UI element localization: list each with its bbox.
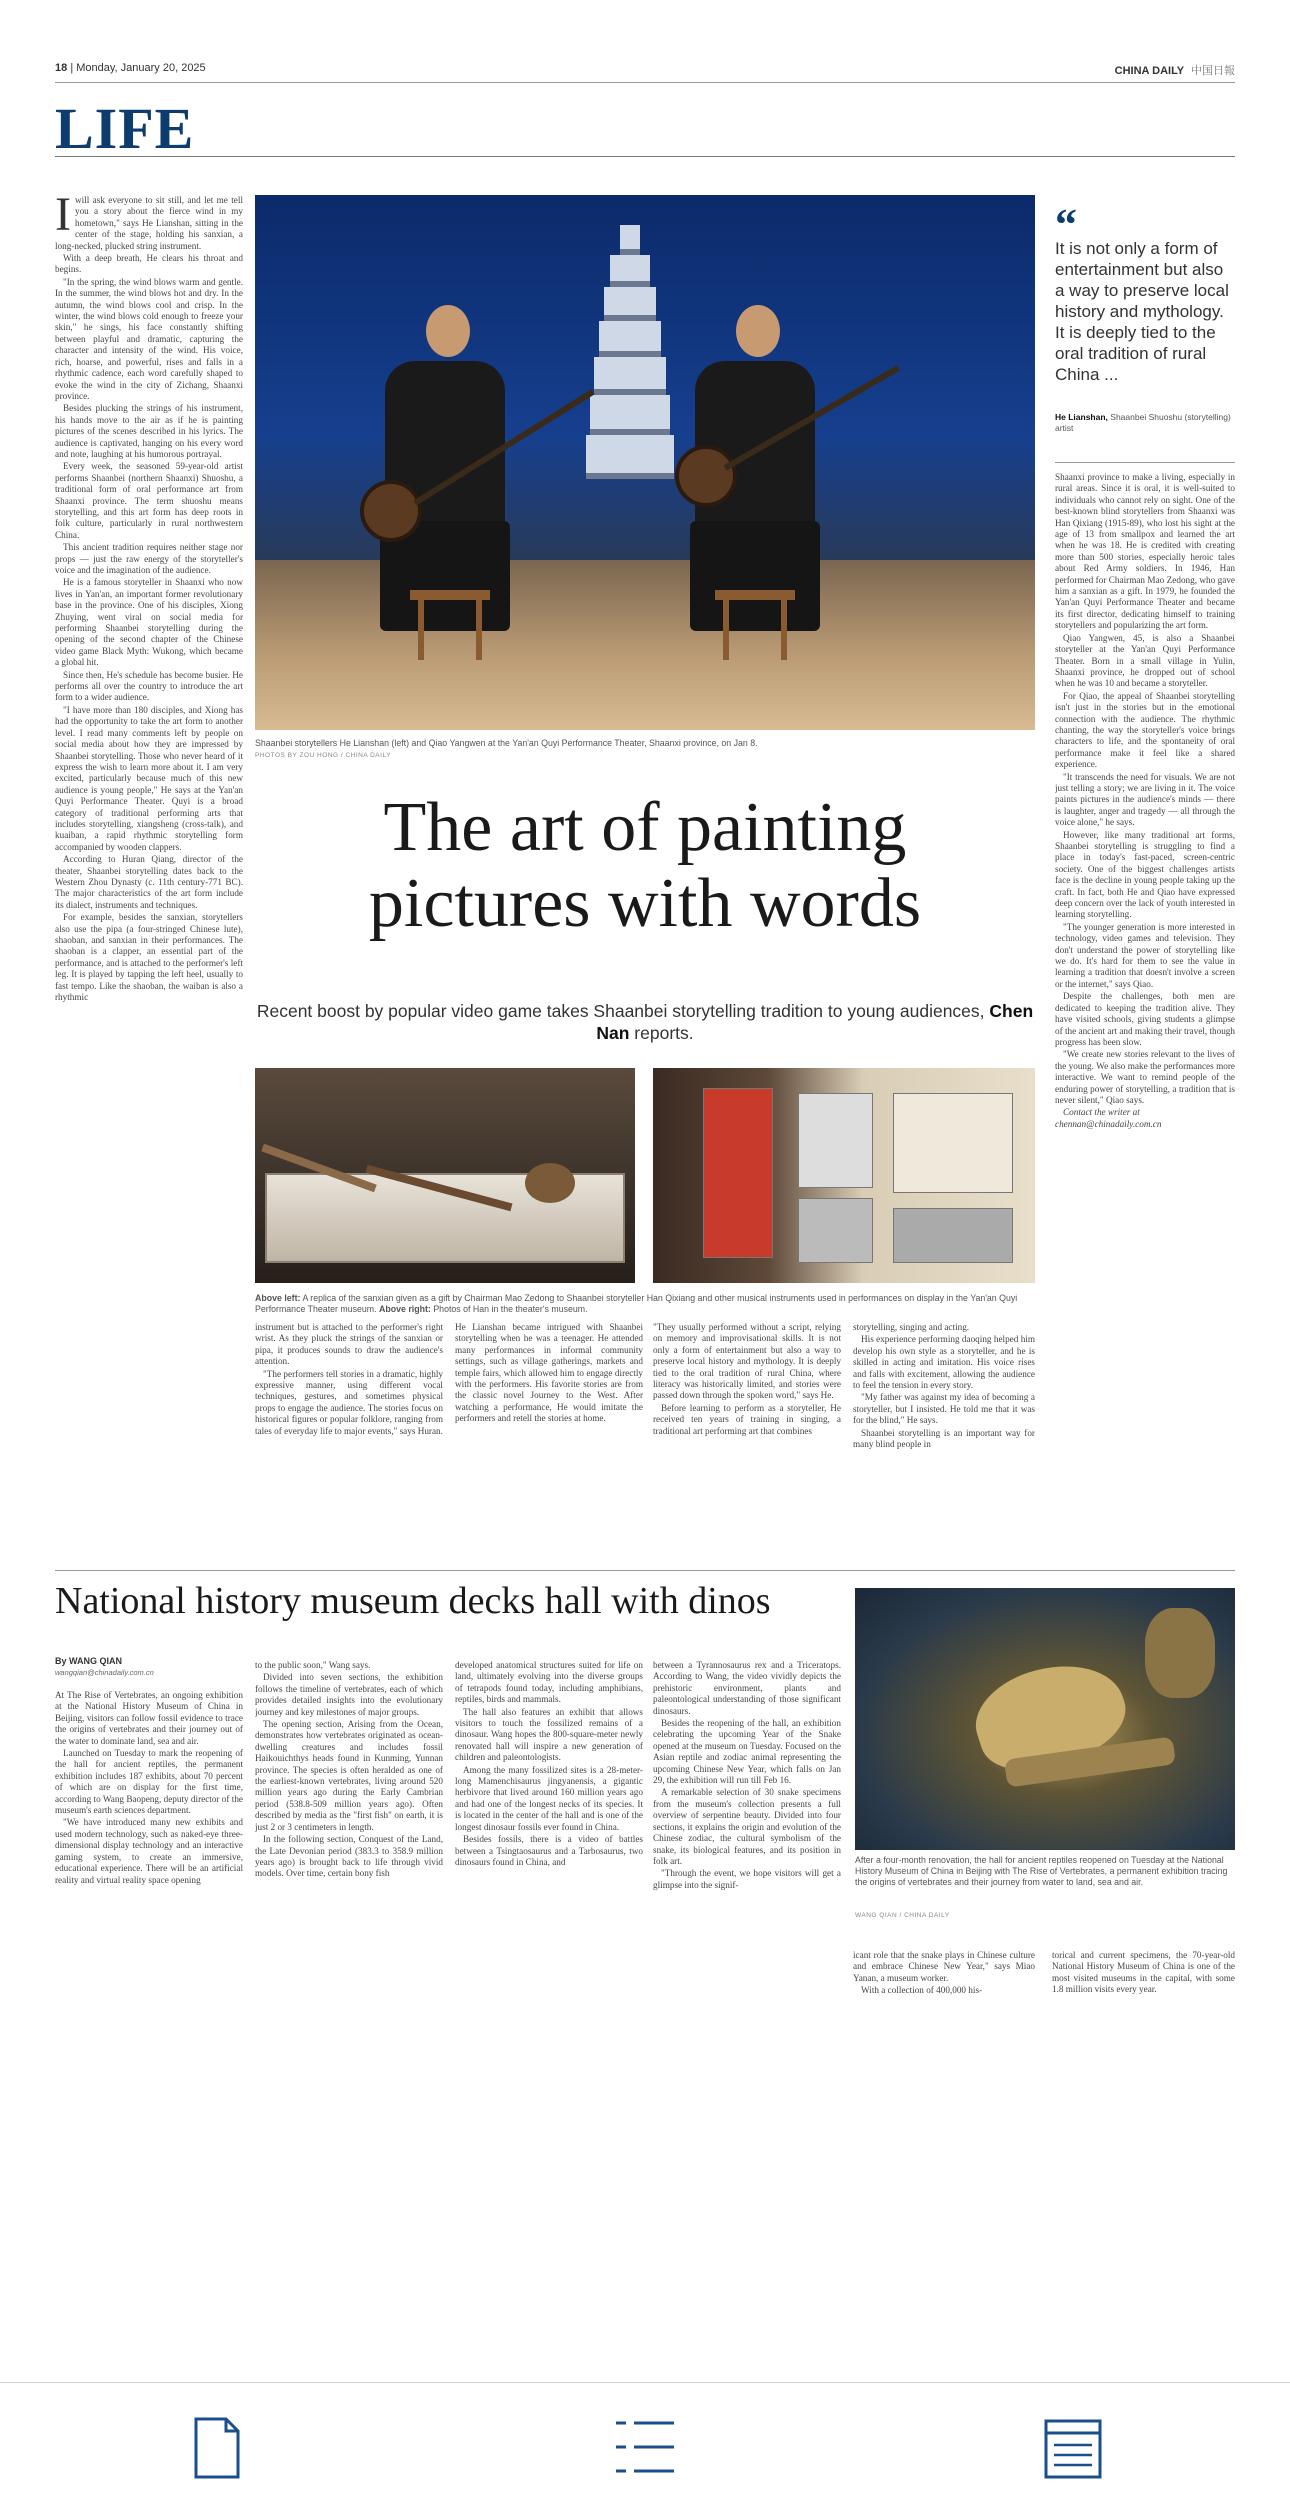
paragraph: Besides the reopening of the hall, an exhibition celebrating the upcoming Year of the Snake opened at the museum on Tuesday. Focused on the Asian reptile and zodiac animal representing the upcoming Chinese New Year, which falls on Jan 29, the exhibition will run till Feb 16. bbox=[653, 1718, 841, 1786]
pull-quote-attribution bbox=[1055, 412, 1235, 434]
section-rule bbox=[55, 156, 1235, 157]
paragraph: Divided into seven sections, the exhibition follows the timeline of vertebrates, each of which provides detailed insights into the evolutionary journey and key milestones of major groups. bbox=[255, 1672, 443, 1717]
contact-email[interactable]: chennan@chinadaily.com.cn bbox=[1055, 1118, 1162, 1129]
newspaper-icon bbox=[1038, 2413, 1108, 2483]
deck-tail: reports. bbox=[634, 1023, 694, 1043]
page-icon bbox=[182, 2413, 252, 2483]
museum-portrait bbox=[798, 1093, 873, 1188]
paragraph: "It transcends the need for visuals. We are not just telling a story; we are living in it. The voice paints pictures in the audience's minds — there is laughter, anger and tragedy — all through the voice alone," he says. bbox=[1055, 771, 1235, 828]
paragraph: In the following section, Conquest of the Land, the Late Devonian period (383.3 to 358.9 million years ago) is brought back to life through vivid models. Over time, certain bony fish bbox=[255, 1834, 443, 1879]
story2-column-2 bbox=[255, 1660, 443, 2020]
pagoda-backdrop bbox=[585, 225, 675, 545]
photo-instruments-display bbox=[255, 1068, 635, 1283]
story2-column-6 bbox=[1052, 1950, 1235, 2025]
story2-headline: National history museum decks hall with dinos bbox=[55, 1580, 771, 1622]
story1-column-1 bbox=[55, 195, 243, 1555]
paragraph: He Lianshan became intrigued with Shaanbei storytelling when he was a teenager. He attended many performances in informal community settings, such as village gatherings, markets and temple fairs, which allowed him to engage directly with the performers. His favorite stories are from the classic novel Journey to the West. After watching a performance, He would imitate the performers and retell the stories at home. bbox=[455, 1322, 643, 1424]
dinosaur-photo bbox=[855, 1588, 1235, 1850]
paragraph: For Qiao, the appeal of Shaanbei storytelling isn't just in the stories but in the emotional connection with the audience. The rhythmic chanting, the way the storyteller's voice brings characters to life, and the spontaneity of oral performance make it feel like a shared experience. bbox=[1055, 690, 1235, 770]
bottom-toolbar bbox=[0, 2382, 1290, 2503]
story2-column-1 bbox=[55, 1690, 243, 2020]
story1-column-3 bbox=[455, 1322, 643, 1557]
stage-floor bbox=[255, 560, 1035, 730]
paragraph: "My father was against my idea of becoming a storyteller, but I insisted. He told me that it was for the blind," He says. bbox=[853, 1392, 1035, 1426]
paragraph: "The younger generation is more interested in technology, video games and television. They don't understand the power of storytelling like we do. It's hard for them to see the value in learning a tradition that doesn't involve a screen or the internet," says Qiao. bbox=[1055, 921, 1235, 989]
sanxian-right bbox=[675, 445, 737, 507]
contact-label: Contact the writer at bbox=[1063, 1107, 1140, 1118]
story1-deck bbox=[255, 1000, 1035, 1044]
museum-text-panel bbox=[893, 1093, 1013, 1193]
paragraph: to the public soon," Wang says. bbox=[255, 1660, 371, 1670]
main-photo-storytellers bbox=[255, 195, 1035, 730]
paragraph: With a collection of 400,000 his- bbox=[861, 1985, 983, 1996]
paragraph: icant role that the snake plays in Chinese culture and embrace Chinese New Year," says Miao Yanan, a museum worker. bbox=[853, 1950, 1035, 1983]
museum-photo bbox=[798, 1198, 873, 1263]
paragraph: instrument but is attached to the performer's right wrist. As they pluck the strings of the sanxian or pipa, it produces sounds to draw the audience's attention. bbox=[255, 1322, 443, 1367]
deck-author: Chen Nan bbox=[596, 1001, 1034, 1043]
story2-column-5 bbox=[853, 1950, 1035, 2025]
paragraph: "We have introduced many new exhibits and used modern technology, such as naked-eye three-dimensional display technology and an interactive gaming system, to create an immersive, educational experience. There will be an artificial reality and virtual reality space opening bbox=[55, 1817, 243, 1885]
paragraph: This ancient tradition requires neither stage nor props — just the raw energy of the storyteller's voice and the imagination of the audience. bbox=[55, 542, 243, 575]
main-photo-credit: PHOTOS BY ZOU HONG / CHINA DAILY bbox=[255, 752, 391, 759]
issue-date: Monday, January 20, 2025 bbox=[76, 62, 206, 74]
paragraph: The opening section, Arising from the Ocean, demonstrates how vertebrates originated as ocean-dwelling creatures and includes fossil Haikouichthys heads found in Kunming, Yunnan province. The species is often heralded as one of the earliest-known vertebrates, living around 520 million years ago during the Early Cambrian period (538.8-509 million years ago). Often described by media as the "first fish" on earth, it is just 2 or 3 centimeters in length. bbox=[255, 1719, 443, 1832]
paragraph: torical and current specimens, the 70-year-old National History Museum of China is one of the most visited museums in the capital, with some 1.8 million visits every year. bbox=[1052, 1950, 1235, 1995]
newspaper-button[interactable] bbox=[1038, 2413, 1108, 2483]
stool-left bbox=[410, 590, 490, 660]
small-photos-caption bbox=[255, 1293, 1035, 1315]
pull-quote-rule bbox=[1055, 462, 1235, 463]
story2-column-4 bbox=[653, 1660, 841, 2020]
story1-column-4 bbox=[653, 1322, 841, 1557]
paragraph: Besides fossils, there is a video of battles between a Tsingtaosaurus and a Tarbosaurus, two dinosaurs found in China, and bbox=[455, 1834, 643, 1867]
pull-quote-name: He Lianshan, bbox=[1055, 412, 1108, 422]
story2-column-3 bbox=[455, 1660, 643, 2020]
storyteller-left bbox=[385, 305, 510, 631]
caption-left: A replica of the sanxian given as a gift by Chairman Mao Zedong to Shaanbei storyteller Han Qixiang and other musical instruments used in performances on display in the Yan'an Quyi Performance Theater museum. bbox=[255, 1293, 1018, 1314]
paragraph: storytelling, singing and acting. bbox=[853, 1322, 970, 1332]
table-of-contents-button[interactable] bbox=[610, 2413, 680, 2483]
section-title: LIFE bbox=[55, 96, 195, 161]
pull-quote-role: Shaanbei Shuoshu (storytelling) artist bbox=[1055, 412, 1231, 433]
headline-line-1: The art of painting bbox=[383, 789, 907, 866]
page-number: 18 bbox=[55, 62, 68, 74]
page-view-button[interactable] bbox=[182, 2413, 252, 2483]
dinosaur-photo-caption: After a four-month renovation, the hall for ancient reptiles reopened on Tuesday at the National History Museum of China in Beijing with The Rise of Vertebrates, a permanent exhibition tracing the origins of vertebrates and their journey from water to land, sea and air. bbox=[855, 1855, 1228, 1887]
drop-cap: I bbox=[55, 195, 71, 241]
story2-byline: By WANG QIAN bbox=[55, 1656, 123, 1666]
paragraph: Every week, the seasoned 59-year-old artist performs Shaanbei (northern Shaanxi) Shuoshu, a traditional form of oral performance art from Shaanxi province. The term shuoshu means storytelling, and this art form has deep roots in folk culture, particularly in rural northwestern China. bbox=[55, 461, 243, 540]
paragraph: Before learning to perform as a storyteller, He received ten years of training in singing, a traditional art performing art that combines bbox=[653, 1402, 841, 1436]
list-icon bbox=[610, 2413, 680, 2483]
main-photo-caption: Shaanbei storytellers He Lianshan (left) and Qiao Yangwen at the Yan'an Quyi Performance Theater, Shaanxi province, on Jan 8. bbox=[255, 738, 758, 748]
paragraph: "In the spring, the wind blows warm and gentle. In the summer, the wind blows hot and dry. In the autumn, the wind blows cool and crisp. In the winter, the wind blows cold enough to freeze your skin," he sings, his face constantly shifting between playful and dramatic, capturing the character and intensity of the wind. His voice, rich, hoarse, and powerful, rises and falls in a rhythmic cadence, each word carefully shaped to evoke the wind in the city of Zichang, Shaanxi province. bbox=[55, 276, 243, 401]
caption-right: Photos of Han in the theater's museum. bbox=[433, 1304, 588, 1314]
paragraph: According to Huran Qiang, director of the theater, Shaanbei storytelling dates back to the Western Zhou Dynasty (c. 11th century-771 BC). The major characteristics of the art form include its dialect, instruments and techniques. bbox=[55, 854, 243, 910]
paragraph: He is a famous storyteller in Shaanxi who now lives in Yan'an, an important former revolutionary base in the province. One of his disciples, Xiong Zhuying, went viral on social media for performing Shaanbei storytelling during the opening of the second chapter of the Chinese video game Black Myth: Wukong, which became a global hit. bbox=[55, 577, 243, 668]
paragraph: will ask everyone to sit still, and let me tell you a story about the fierce wind in my hometown," says He Lianshan, sitting in the center of the stage, holding his sanxian, a long-necked, plucked string instrument. bbox=[55, 195, 243, 251]
paragraph: However, like many traditional art forms, Shaanbei storytelling is struggling to find a place in today's fast-paced, screen-centric society. One of the biggest challenges artists face is the decline in young people taking up the craft. In fact, both He and Qiao have expressed deep concern over the lack of youth interested in learning storytelling. bbox=[1055, 829, 1235, 920]
paragraph: His experience performing daoqing helped him develop his own style as a storyteller, and he is skilled in acting and imitation. His voice rises and falls with excitement, allowing the audience to feel the tension in every story. bbox=[853, 1334, 1035, 1391]
paragraph: With a deep breath, He clears his throat and begins. bbox=[55, 253, 243, 275]
paragraph: developed anatomical structures suited for life on land, ultimately evolving into the diverse groups of tetrapods found today, including amphibians, reptiles, birds and mammals. bbox=[455, 1660, 643, 1705]
caption-right-label: Above right: bbox=[379, 1304, 431, 1314]
photo-han-museum bbox=[653, 1068, 1035, 1283]
museum-photo-row bbox=[893, 1208, 1013, 1263]
paragraph: "The performers tell stories in a dramatic, highly expressive manner, using different vocal techniques, gestures, and sometimes physical props to engage the audience. The stories focus on historical figures or popular folklore, ranging from tales of everyday life to major events," says Huran. bbox=[255, 1368, 443, 1436]
story1-sidebar-column bbox=[1055, 472, 1235, 1557]
paragraph: between a Tyrannosaurus rex and a Triceratops. According to Wang, the video vividly depicts the prehistoric environment, plants and paleontological understanding of those significant dinosaurs. bbox=[653, 1660, 841, 1716]
contact-line bbox=[1055, 1107, 1235, 1130]
paragraph: Despite the challenges, both men are dedicated to keeping the tradition alive. They have visited schools, giving students a glimpse of the ancient art and making their travel, though progress has been slow. bbox=[1055, 991, 1235, 1047]
paragraph: At The Rise of Vertebrates, an ongoing exhibition at the National History Museum of China in Beijing, visitors can follow fossil evidence to trace the origins of vertebrates and their journey out of the water to dominate land, sea and air. bbox=[55, 1690, 243, 1746]
page-folio: 18 | Monday, January 20, 2025 bbox=[55, 62, 206, 74]
story1-column-2 bbox=[255, 1322, 443, 1557]
paragraph: Besides plucking the strings of his instrument, his hands move to the air as if he is painting pictures of the scenes described in his lyrics. The audience is captivated, hanging on his every word and note, laughing at his humorous portrayal. bbox=[55, 403, 243, 459]
brand-label bbox=[1115, 62, 1235, 78]
quote-mark-icon: “ bbox=[1055, 200, 1077, 249]
paragraph: Shaanxi province to make a living, especially in rural areas. Since it is oral, it is well-suited to individuals who cannot rely on sight. One of the best-known blind storytellers from Shaanxi was Han Qixiang (1915-89), who lost his sight at the age of 13 from smallpox and learned the art when he was 18. He is credited with creating more than 500 stories, especially heroic tales about Red Army soldiers. In 1946, Han performed for Chairman Mao Zedong, who gave him a sanxian as a gift. In 1979, he founded the Yan'an Quyi Performance Theater and became its first director, dedicating himself to training storytellers and popularizing the art form. bbox=[1055, 472, 1235, 631]
story1-headline bbox=[255, 790, 1035, 942]
stool-right bbox=[715, 590, 795, 660]
story-divider bbox=[55, 1570, 1235, 1571]
paragraph: Qiao Yangwen, 45, is also a Shaanbei storyteller at the Yan'an Quyi Performance Theater. Born in a small village in Yulin, Shaanxi province, he dropped out of school when he was 10 and became a storyteller. bbox=[1055, 632, 1235, 689]
paragraph: A remarkable selection of 30 snake specimens from the museum's collection presents a full overview of serpentine beauty. Divided into four sections, it explains the origin and evolution of the Chinese zodiac, the cultural symbolism of the snake, its biological features, and its position in folk art. bbox=[653, 1787, 841, 1866]
dinosaur-photo-credit: WANG QIAN / CHINA DAILY bbox=[855, 1912, 950, 1919]
brand-name: CHINA DAILY bbox=[1114, 65, 1184, 77]
sanxian-left bbox=[360, 480, 422, 542]
header-rule bbox=[55, 82, 1235, 83]
brand-name-cn: 中国日報 bbox=[1191, 65, 1235, 77]
caption-left-label: Above left: bbox=[255, 1293, 301, 1303]
paragraph: "Through the event, we hope visitors will get a glimpse into the signif- bbox=[653, 1868, 841, 1890]
paragraph: "I have more than 180 disciples, and Xiong has had the opportunity to take the art form to another level. I read many comments left by people on social media about how they are impressed by Shaanbei storytelling. Those who never heard of it express the wish to learn more about it. I am very excited, particularly because much of this new audience is young people," He says at the Yan'an Quyi Performance Theater. Quyi is a broad category of traditional performing arts that includes storytelling, xiangsheng (cross-talk), and kuaiban, a rapid rhythmic storytelling form accompanied by wooden clappers. bbox=[55, 704, 243, 852]
paragraph: "We create new stories relevant to the lives of the young. We also make the performances more interactive. We want to remind people of the enduring power of storytelling, a tradition that is never silent," Qiao says. bbox=[1055, 1049, 1235, 1105]
pull-quote: It is not only a form of entertainment but also a way to preserve local history and mythology. It is deeply tied to the oral tradition of rural China ... bbox=[1055, 239, 1229, 384]
story1-column-5 bbox=[853, 1322, 1035, 1557]
museum-poster bbox=[703, 1088, 773, 1258]
paragraph: For example, besides the sanxian, storytellers also use the pipa (a four-stringed Chinese lute), shaoban, and sanxian in their performances. The shaoban is a clapper, an essential part of the performance, and is attached to the performer's left leg. It is played by tapping the left heel, usually to fast tempo. Like the shaoban, the waiban is also a rhythmic bbox=[55, 912, 243, 1003]
deck-text: Recent boost by popular video game takes Shaanbei storytelling tradition to young audiences, bbox=[256, 1001, 985, 1021]
story2-email[interactable]: wangqian@chinadaily.com.cn bbox=[55, 1668, 154, 1677]
headline-line-2: pictures with words bbox=[368, 865, 922, 942]
paragraph: Since then, He's schedule has become busier. He performs all over the country to introduce the art form to a wider audience. bbox=[55, 669, 243, 703]
paragraph: Launched on Tuesday to mark the reopening of the hall for ancient reptiles, the permanent exhibition includes 187 exhibits, about 70 percent of which are on display for the first time, according to Wang Baopeng, deputy director of the museum's earth sciences department. bbox=[55, 1748, 243, 1816]
paragraph: "They usually performed without a script, relying on memory and improvisational skills. It is not only a form of entertainment but also a way to preserve local history and mythology. It is deeply tied to the oral tradition of rural China, where literacy was historically limited, and stories were passed down through the spoken word," says He. bbox=[653, 1322, 841, 1401]
paragraph: The hall also features an exhibit that allows visitors to touch the fossilized remains of a dinosaur. Wang hopes the 800-square-meter newly renovated hall will inspire a new generation of children and paleontologists. bbox=[455, 1706, 643, 1763]
paragraph: Shaanbei storytelling is an important way for many blind people in bbox=[853, 1427, 1035, 1450]
paragraph: Among the many fossilized sites is a 28-meter-long Mamenchisaurus jingyanensis, a gigantic herbivore that lived around 160 million years ago and had one of the longest necks of its species. It is located in the center of the hall and is one of the longest dinosaur fossils ever found in China. bbox=[455, 1764, 643, 1832]
